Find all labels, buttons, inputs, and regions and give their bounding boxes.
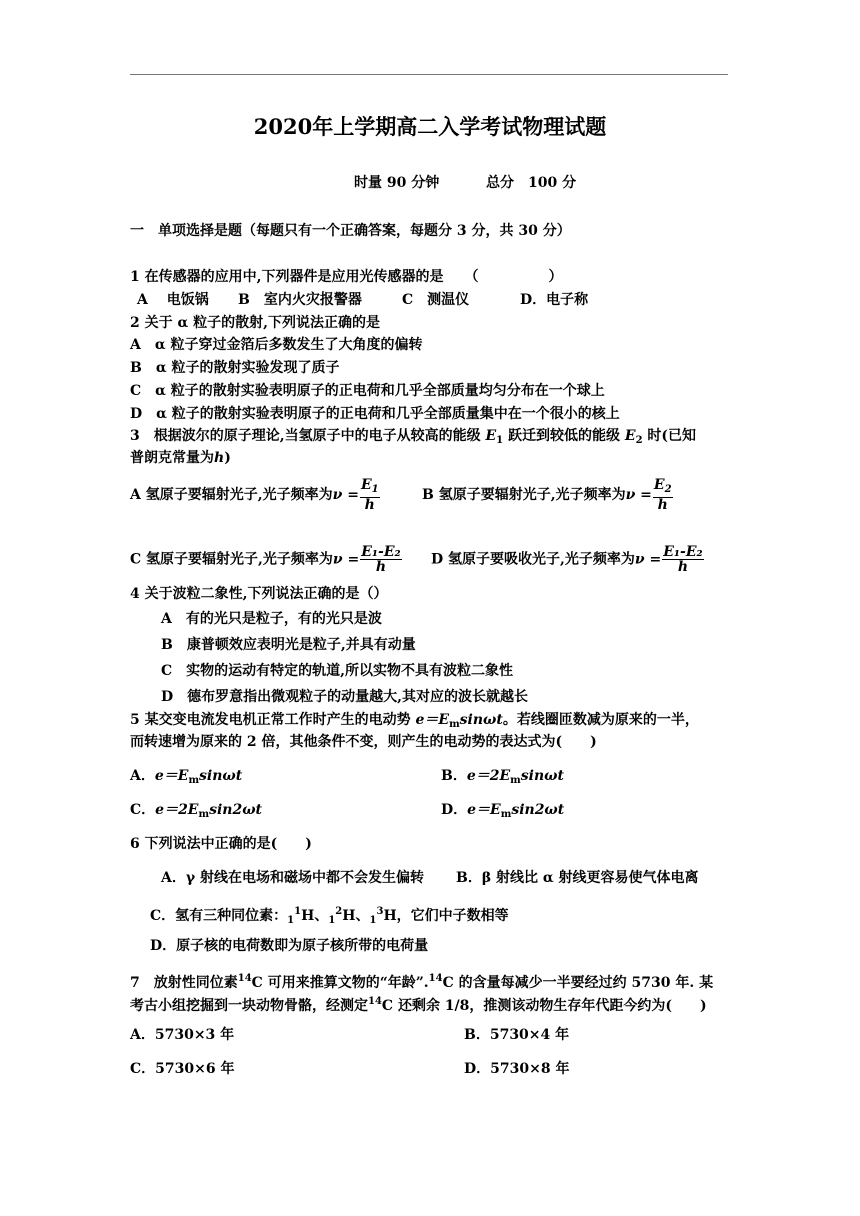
question-3-option-c: C 氢原子要辐射光子,光子频率为ν = $\frac{\text{E₁-E₂}}{h}$ xyxy=(130,544,401,575)
exam-score: 总分 100 分 xyxy=(486,175,577,191)
question-6-option-d: D．原子核的电荷数即为原子核所带的电荷量 xyxy=(150,938,429,954)
question-3-option-a: A 氢原子要辐射光子,光子频率为ν = $\frac{E_1}{h}$ xyxy=(130,477,379,513)
question-7-option-c: C．5730×6 年 xyxy=(130,1061,235,1077)
question-3-option-b: B 氢原子要辐射光子,光子频率为ν = $\frac{E_2}{h}$ xyxy=(422,477,672,513)
question-1-option-c: C 测温仪 xyxy=(402,292,470,308)
question-2-option-c: C α 粒子的散射实验表明原子的正电荷和几乎全部质量均匀分布在一个球上 xyxy=(130,383,605,399)
question-4-option-a: A 有的光只是粒子，有的光只是波 xyxy=(161,611,382,627)
question-7-stem-line1: 7 放射性同位素$^{14}$C 可用来推算文物的“年龄”.$^{14}$C 的含量每减少一半要经过约 5730 年. 某 xyxy=(130,973,714,991)
question-7-option-a: A．5730×3 年 xyxy=(130,1027,235,1043)
question-6-stem: 6 下列说法中正确的是( ) xyxy=(130,836,312,852)
question-2-stem: 2 关于 α 粒子的散射,下列说法正确的是 xyxy=(130,315,381,331)
header-rule xyxy=(130,74,728,75)
question-6-option-b: B．β 射线比 α 射线更容易使气体电离 xyxy=(456,870,699,886)
exam-time: 时量 90 分钟 xyxy=(354,175,440,191)
question-1-option-d: D．电子称 xyxy=(520,292,589,308)
question-5-option-c: C．$e=2E_m\sin 2\omega t$ xyxy=(130,802,262,820)
question-2-option-a: A α 粒子穿过金箔后多数发生了大角度的偏转 xyxy=(130,337,423,353)
page-title: 2020年上学期高二入学考试物理试题 xyxy=(253,114,607,139)
question-3-stem-line1: 3 根据波尔的原子理论,当氢原子中的电子从较高的能级 $E_1$ 跃迁到较低的能级 $E_2$ 时(已知 xyxy=(130,428,697,446)
question-5-stem-line2: 而转速增为原来的 2 倍，其他条件不变，则产生的电动势的表达式为( ) xyxy=(130,734,597,750)
question-5-option-a: A．$e=E_m\sin\omega t$ xyxy=(130,768,243,786)
question-3-option-d: D 氢原子要吸收光子,光子频率为ν = $\frac{\text{E₁-E₂}}{h}$ xyxy=(431,544,703,575)
question-1-option-a: A 电饭锅 xyxy=(137,292,209,308)
question-6-option-a: A．γ 射线在电场和磁场中都不会发生偏转 xyxy=(161,870,424,886)
question-4-option-c: C 实物的运动有特定的轨道,所以实物不具有波粒二象性 xyxy=(161,663,514,679)
question-7-option-d: D．5730×8 年 xyxy=(464,1061,570,1077)
question-2-option-d: D α 粒子的散射实验表明原子的正电荷和几乎全部质量集中在一个很小的核上 xyxy=(130,406,620,422)
question-5-stem-line1: 5 某交变电流发电机正常工作时产生的电动势 $e=E_m\sin\omega t$。若线圈匝数减为原来的一半， xyxy=(130,712,699,730)
question-1-option-b: B 室内火灾报警器 xyxy=(238,292,362,308)
question-1-stem: 1 在传感器的应用中,下列器件是应用光传感器的是 （ ） xyxy=(130,269,563,285)
question-4-stem: 4 关于波粒二象性,下列说法正确的是（） xyxy=(130,586,388,602)
question-6-option-c: C．氢有三种同位素：$_1^1$H、$_1^2$H、$_1^3$H，它们中子数相等 xyxy=(150,906,509,926)
question-2-option-b: B α 粒子的散射实验发现了质子 xyxy=(130,360,340,376)
question-3-stem-line2: 普朗克常量为h) xyxy=(130,450,231,466)
question-5-option-d: D．$e=E_m\sin 2\omega t$ xyxy=(441,802,565,820)
question-7-option-b: B．5730×4 年 xyxy=(464,1027,570,1043)
question-7-stem-line2: 考古小组挖掘到一块动物骨骼，经测定$^{14}$C 还剩余 1/8，推测该动物生存年代距今约为( ) xyxy=(130,996,707,1014)
section-heading: 一 单项选择是题（每题只有一个正确答案，每题分 3 分，共 30 分） xyxy=(130,223,571,239)
question-4-option-d: D 德布罗意指出微观粒子的动量越大,其对应的波长就越长 xyxy=(161,689,529,705)
question-5-option-b: B．$e=2E_m\sin\omega t$ xyxy=(441,768,564,786)
question-4-option-b: B 康普顿效应表明光是粒子,并具有动量 xyxy=(161,637,416,653)
